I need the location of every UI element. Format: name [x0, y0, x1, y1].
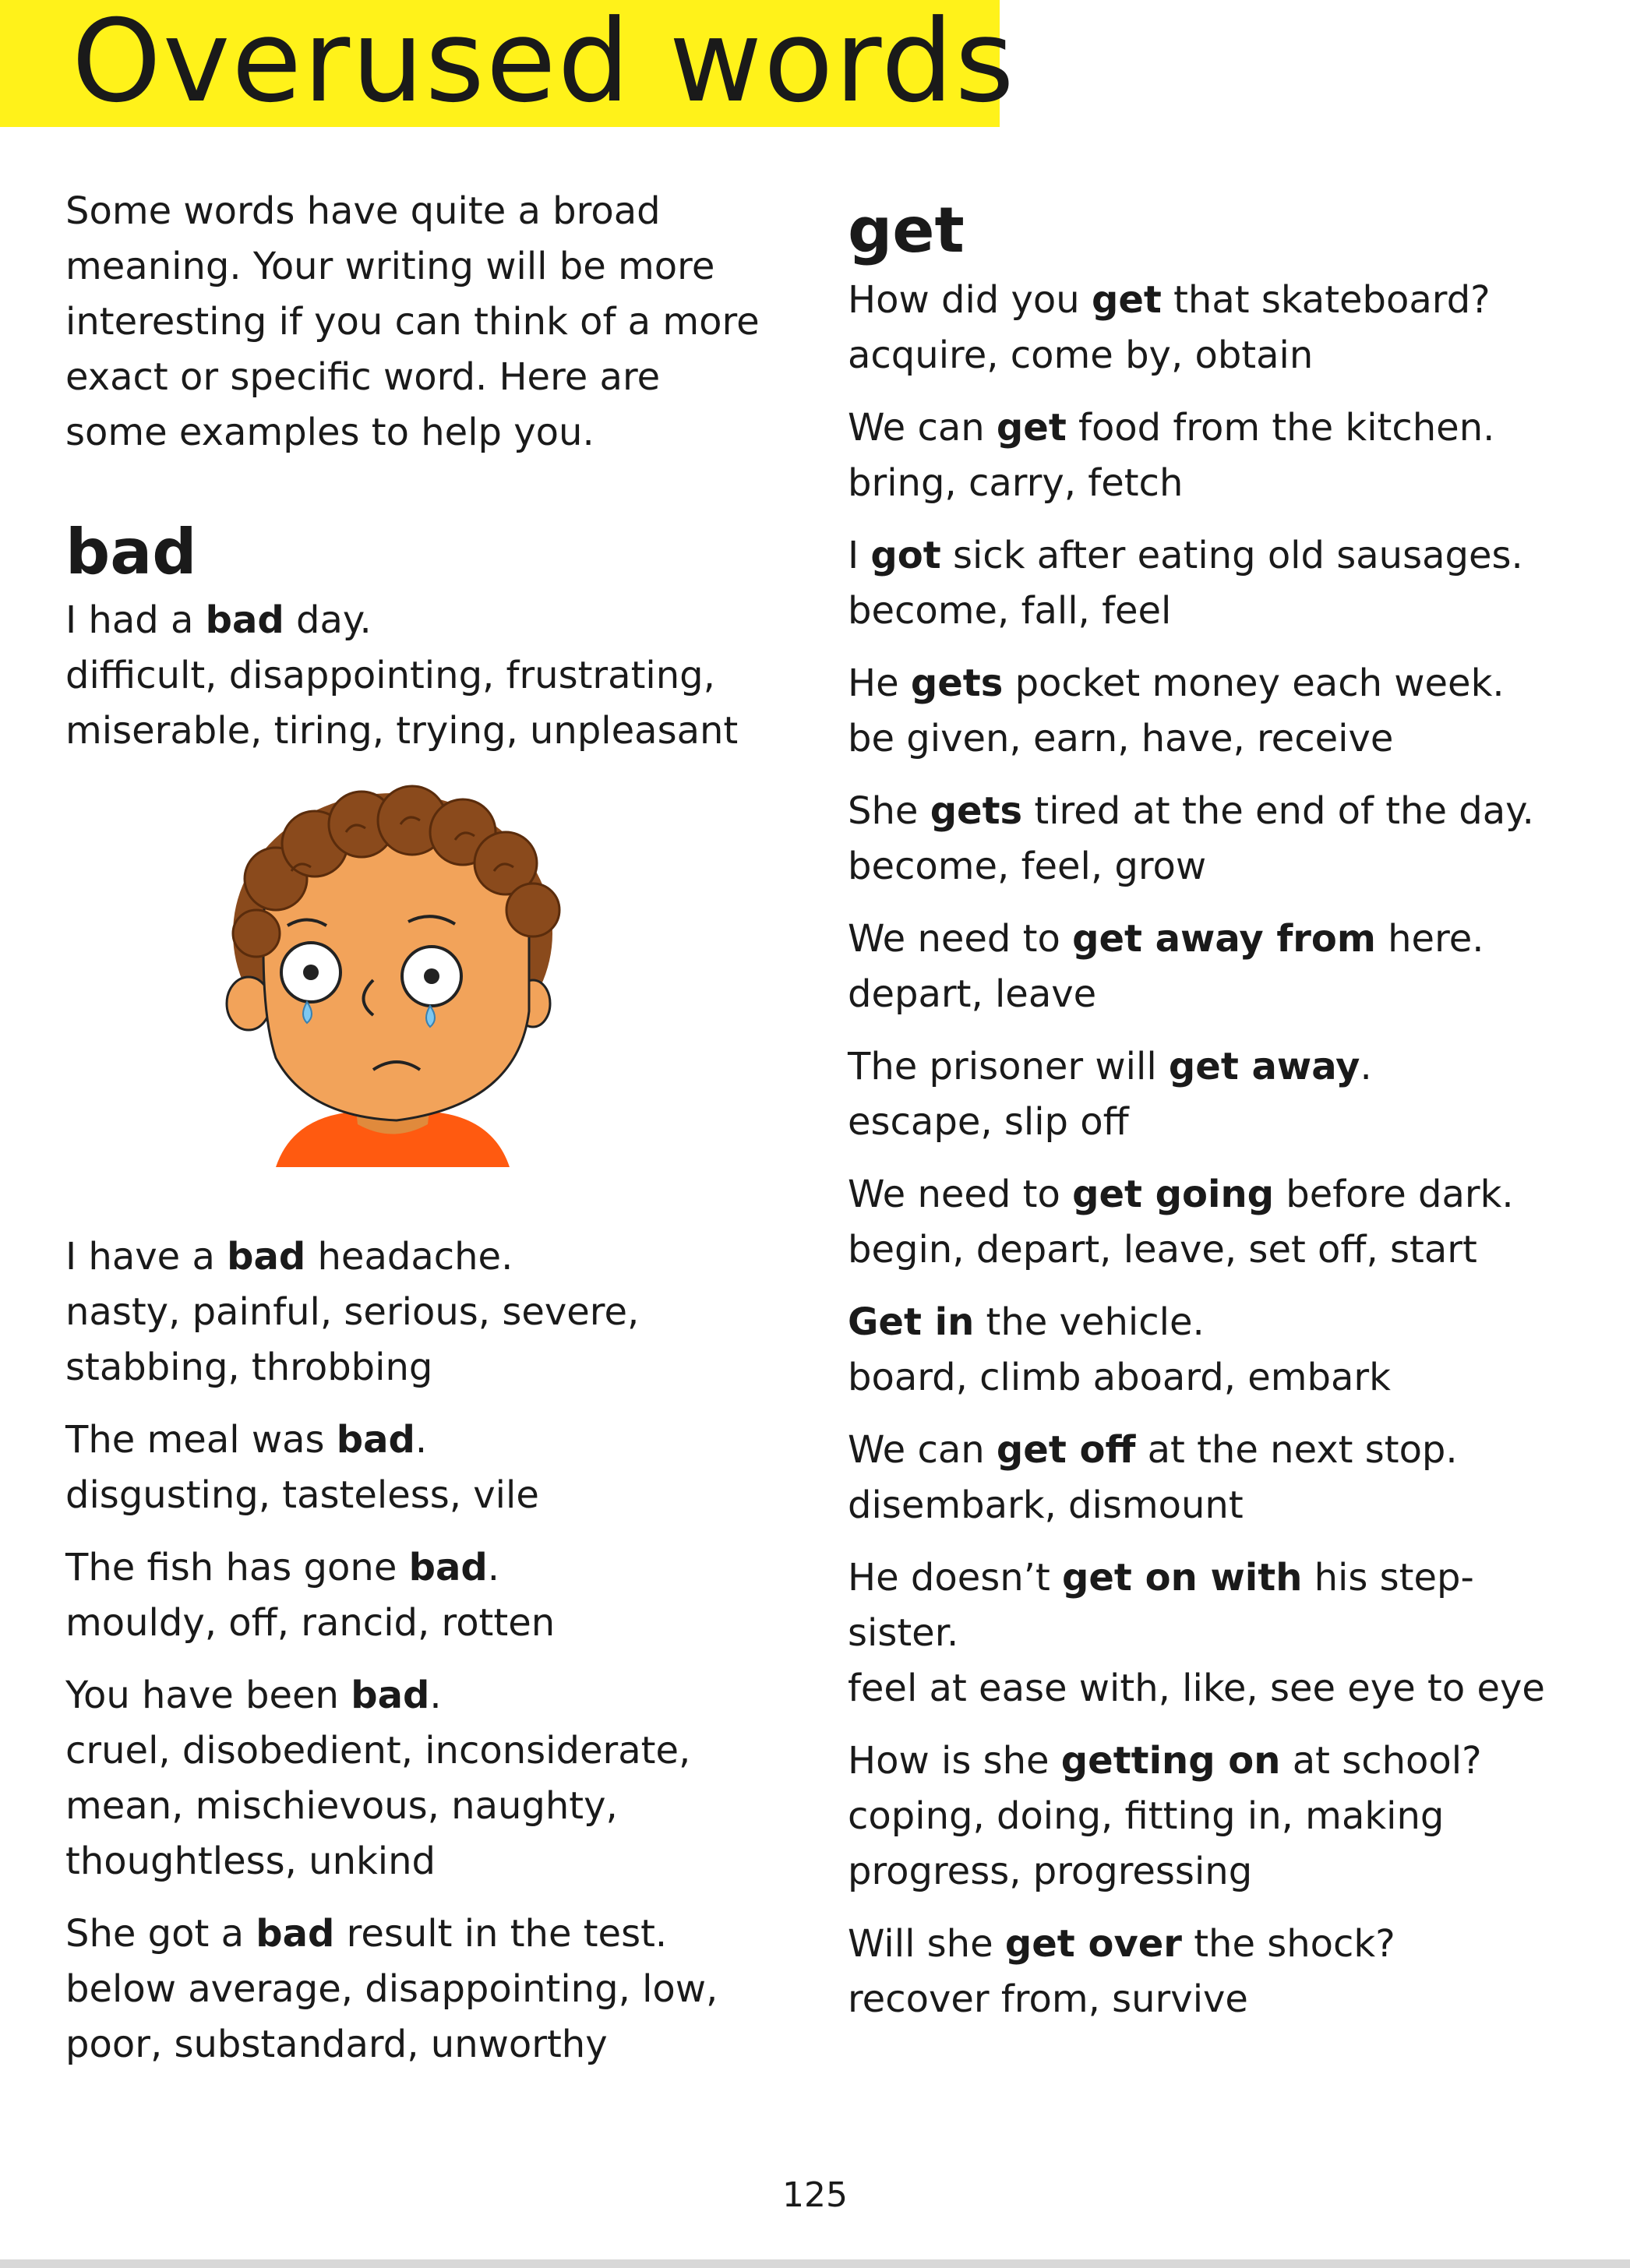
synonyms: cruel, disobedient, inconsiderate, mean, mischievous, naughty, thoughtless, unkind — [65, 1729, 691, 1883]
sentence-text: We need to — [848, 917, 1073, 961]
synonyms: bring, carry, fetch — [848, 461, 1184, 505]
key-word: get away from — [1072, 917, 1376, 961]
sad-boy-illustration — [221, 778, 564, 1183]
entry — [848, 784, 1549, 894]
entry — [848, 1423, 1549, 1533]
key-word: bad — [351, 1674, 430, 1717]
synonyms: board, climb aboard, embark — [848, 1356, 1391, 1399]
entry — [65, 1413, 767, 1523]
example-sentence — [65, 1906, 767, 1962]
example-sentence — [848, 400, 1549, 456]
key-word: bad — [256, 1912, 335, 1956]
example-sentence — [848, 1550, 1549, 1661]
right-column — [848, 193, 1549, 2044]
entry — [848, 400, 1549, 511]
key-word: bad — [336, 1418, 415, 1462]
key-word: got — [870, 534, 941, 577]
example-sentence — [848, 784, 1549, 839]
section-heading-bad: bad — [65, 516, 197, 588]
synonyms: coping, doing, fitting in, making progress, progressing — [848, 1794, 1445, 1893]
sentence-text: The fish has gone — [65, 1546, 409, 1589]
sentence-text: Will she — [848, 1922, 1005, 1966]
example-sentence — [65, 593, 767, 648]
entry — [848, 912, 1549, 1022]
synonyms: begin, depart, leave, set off, start — [848, 1228, 1477, 1272]
sentence-text: here. — [1375, 917, 1484, 961]
sentence-text: result in the test. — [334, 1912, 668, 1956]
key-word: bad — [227, 1235, 306, 1279]
sentence-text: She — [848, 789, 930, 833]
sentence-text: food from the kitchen. — [1066, 406, 1495, 450]
sentence-text: that skateboard? — [1161, 278, 1491, 322]
sentence-text: You have been — [65, 1674, 351, 1717]
key-word: get over — [1004, 1922, 1182, 1966]
sentence-text: sick after eating old sausages. — [940, 534, 1523, 577]
synonyms: nasty, painful, serious, severe, stabbing, throbbing — [65, 1290, 640, 1389]
sentence-text: He doesn’t — [848, 1556, 1063, 1600]
sentence-text: . — [1360, 1045, 1372, 1088]
sentence-text: How did you — [848, 278, 1092, 322]
sentence-text: I — [848, 534, 871, 577]
key-word: bad — [408, 1546, 488, 1589]
example-sentence — [848, 1295, 1549, 1350]
synonyms: feel at ease with, like, see eye to eye — [848, 1667, 1545, 1710]
synonyms: become, fall, feel — [848, 589, 1172, 633]
entry — [65, 593, 767, 759]
synonyms: depart, leave — [848, 972, 1097, 1016]
sentence-text: I had a — [65, 598, 206, 642]
entry — [848, 1295, 1549, 1406]
entry — [848, 273, 1549, 383]
entry — [848, 656, 1549, 767]
sentence-text: pocket money each week. — [1003, 661, 1505, 705]
key-word: bad — [205, 598, 284, 642]
entry — [65, 1906, 767, 2072]
sentence-text: He — [848, 661, 911, 705]
synonyms: difficult, disappointing, frustrating, miserable, tiring, trying, unpleasant — [65, 654, 739, 753]
sentence-text: We can — [848, 1428, 997, 1472]
sentence-text: his step-sister. — [848, 1556, 1474, 1655]
synonyms: recover from, survive — [848, 1977, 1248, 2021]
sentence-text: I have a — [65, 1235, 228, 1279]
entry — [848, 1167, 1549, 1278]
key-word: Get in — [848, 1300, 975, 1344]
synonyms: below average, disappointing, low, poor, substandard, unworthy — [65, 1967, 718, 2066]
example-sentence — [848, 1734, 1549, 1789]
example-sentence — [848, 656, 1549, 711]
key-word: get off — [996, 1428, 1136, 1472]
example-sentence — [65, 1229, 767, 1285]
synonyms: disembark, dismount — [848, 1483, 1244, 1527]
sentence-text: day. — [284, 598, 372, 642]
intro-paragraph: Some words have quite a broad meaning. Your writing will be more interesting if you can think of a more exact or specific word. Here are some examples to help you. — [65, 189, 760, 454]
entry — [848, 1917, 1549, 2027]
synonyms: be given, earn, have, receive — [848, 717, 1394, 760]
sentence-text: The prisoner will — [848, 1045, 1169, 1088]
key-word: gets — [910, 661, 1004, 705]
synonyms: become, feel, grow — [848, 845, 1207, 888]
sentence-text: the vehicle. — [974, 1300, 1205, 1344]
example-sentence — [848, 1039, 1549, 1095]
entry — [65, 1540, 767, 1651]
sentence-text: tired at the end of the day. — [1022, 789, 1534, 833]
sentence-text: She got a — [65, 1912, 256, 1956]
synonyms: acquire, come by, obtain — [848, 333, 1314, 377]
example-sentence — [65, 1413, 767, 1468]
sentence-text: before dark. — [1273, 1173, 1514, 1216]
sentence-text: . — [429, 1674, 442, 1717]
sentence-text: We need to — [848, 1173, 1073, 1216]
section-heading-get: get — [848, 194, 965, 266]
example-sentence — [65, 1540, 767, 1596]
entry — [65, 1668, 767, 1889]
example-sentence — [65, 1668, 767, 1723]
example-sentence — [848, 1167, 1549, 1222]
synonyms: mouldy, off, rancid, rotten — [65, 1601, 556, 1645]
example-sentence — [848, 528, 1549, 584]
key-word: get — [1091, 278, 1162, 322]
synonyms: escape, slip off — [848, 1100, 1129, 1144]
entry — [848, 1039, 1549, 1150]
synonyms: disgusting, tasteless, vile — [65, 1473, 539, 1517]
key-word: get on with — [1062, 1556, 1303, 1600]
key-word: get going — [1072, 1173, 1274, 1216]
sentence-text: We can — [848, 406, 997, 450]
sentence-text: at school? — [1280, 1739, 1482, 1783]
sentence-text: How is she — [848, 1739, 1061, 1783]
sentence-text: . — [415, 1418, 428, 1462]
sentence-text: . — [487, 1546, 499, 1589]
entry — [65, 1229, 767, 1395]
entry — [848, 1734, 1549, 1899]
example-sentence — [848, 1917, 1549, 1972]
key-word: getting on — [1060, 1739, 1281, 1783]
sentence-text: headache. — [305, 1235, 513, 1279]
entry — [848, 1550, 1549, 1716]
bottom-edge — [0, 2259, 1630, 2268]
sentence-text: at the next stop. — [1135, 1428, 1458, 1472]
page-number: 125 — [782, 2175, 848, 2215]
example-sentence — [848, 912, 1549, 967]
example-sentence — [848, 1423, 1549, 1478]
sentence-text: the shock? — [1181, 1922, 1395, 1966]
key-word: get — [996, 406, 1067, 450]
page-title: Overused words — [72, 0, 1016, 128]
entry — [848, 528, 1549, 639]
key-word: gets — [930, 789, 1023, 833]
key-word: get away — [1168, 1045, 1360, 1088]
left-column — [65, 184, 767, 2090]
example-sentence — [848, 273, 1549, 328]
sentence-text: The meal was — [65, 1418, 337, 1462]
